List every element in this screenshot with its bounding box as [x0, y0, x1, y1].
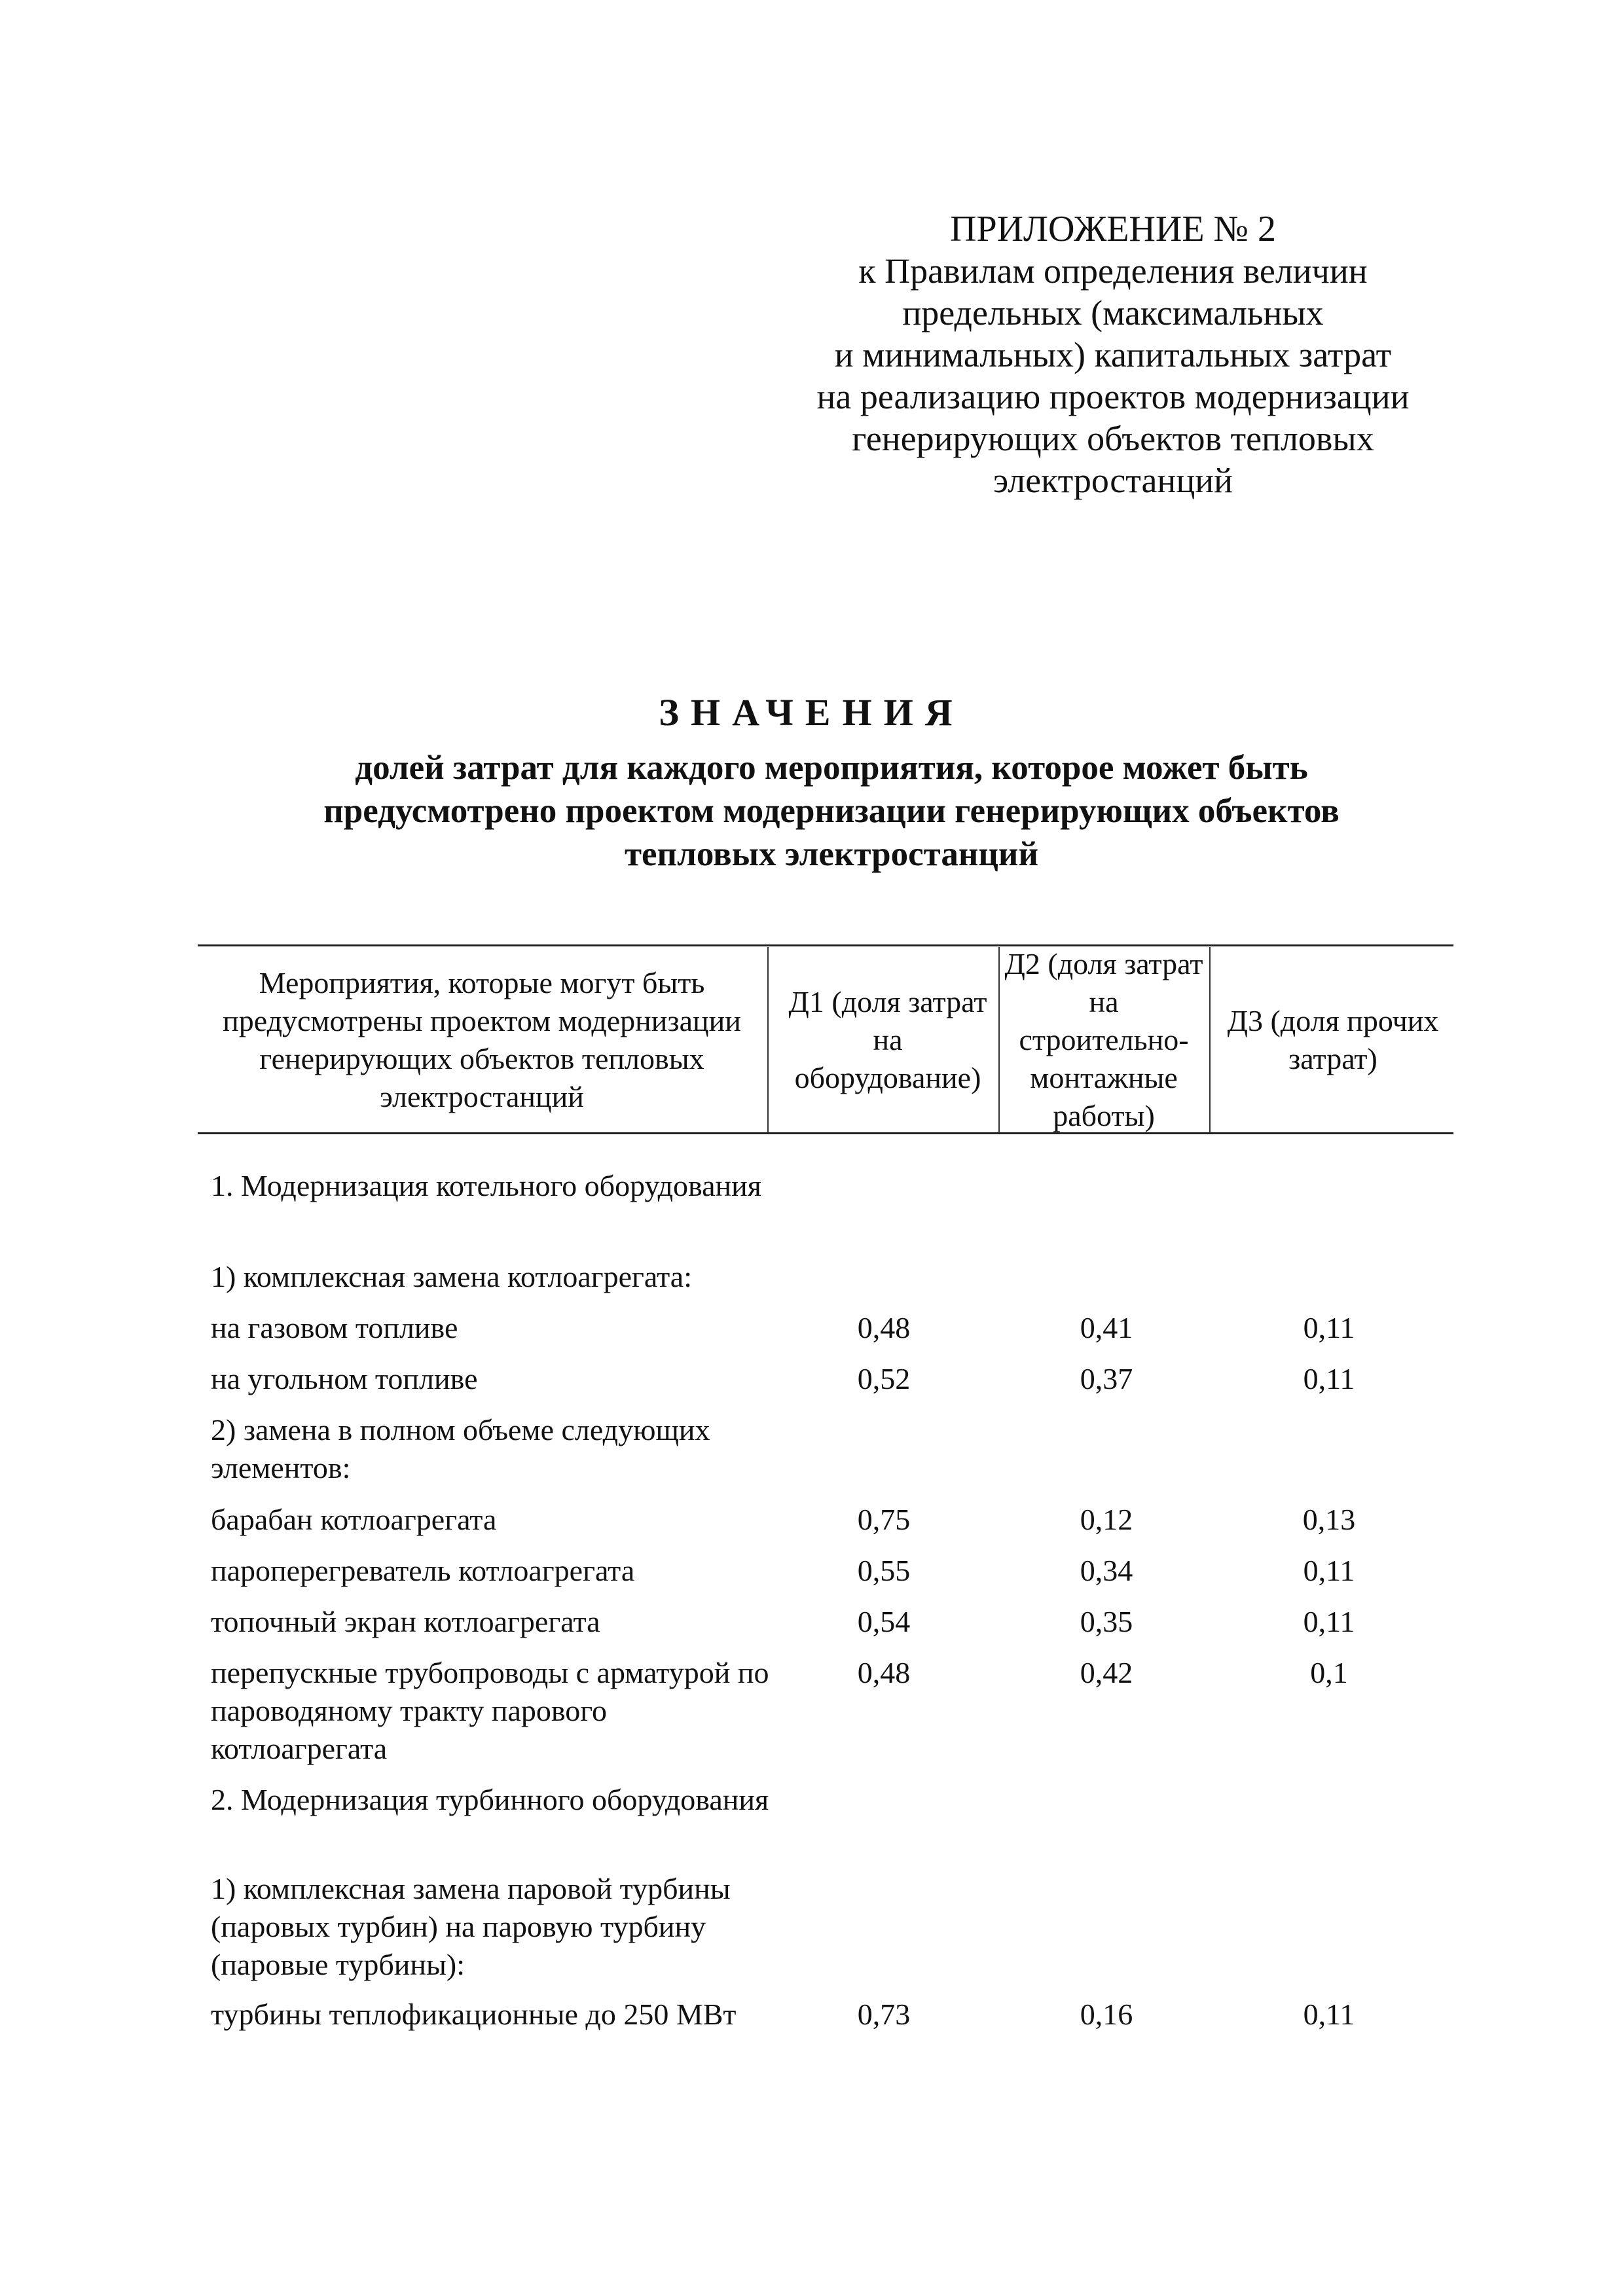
appendix-line: к Правилам определения величин: [858, 251, 1368, 291]
row-label: 1. Модернизация котельного оборудования: [211, 1169, 761, 1202]
cell-d1: 0,75: [857, 1503, 911, 1536]
table-header-cell: [1002, 947, 1206, 1132]
cell-d3: 0,11: [1303, 1605, 1355, 1638]
subtitle-line: предусмотрено проектом модернизации генерирующих объектов: [323, 792, 1340, 830]
appendix-line: на реализацию проектов модернизации: [816, 377, 1410, 416]
cell-d2: 0,42: [1080, 1656, 1133, 1689]
row-label: 1) комплексная замена котлоагрегата:: [211, 1260, 692, 1293]
cell-d2: 0,16: [1080, 1998, 1133, 2031]
row-label: перепускные трубопроводы с арматурой по пароводяному тракту парового котлоагрегата: [211, 1656, 769, 1765]
cell-d3: 0,11: [1303, 1362, 1355, 1395]
row-label: топочный экран котлоагрегата: [211, 1605, 600, 1638]
cell-d2: 0,35: [1080, 1605, 1133, 1638]
table-header-rule: [198, 1132, 1453, 1134]
table-header-cell: [774, 947, 1002, 1132]
cell-d2: 0,41: [1080, 1311, 1133, 1344]
cell-d1: 0,55: [857, 1554, 911, 1587]
cell-d1: 0,52: [857, 1362, 911, 1395]
header-measures: Мероприятия, которые могут быть предусмотрены проектом модернизации генерирующих объектов тепловых электростанций: [223, 965, 741, 1113]
cell-d1: 0,54: [857, 1605, 911, 1638]
cell-d3: 0,11: [1303, 1311, 1355, 1344]
cell-d3: 0,11: [1303, 1998, 1355, 2031]
subtitle-line: тепловых электростанций: [624, 835, 1038, 873]
row-label: барабан котлоагрегата: [211, 1503, 497, 1536]
row-label: 2) замена в полном объеме следующих элементов:: [211, 1413, 710, 1484]
column-divider: [1209, 947, 1211, 1132]
cell-d3: 0,11: [1303, 1554, 1355, 1587]
row-label: на газовом топливе: [211, 1311, 458, 1344]
cell-d1: 0,48: [857, 1311, 911, 1344]
cell-d3: 0,13: [1302, 1503, 1356, 1536]
row-label: 2. Модернизация турбинного оборудования: [211, 1783, 769, 1816]
appendix-line: и минимальных) капитальных затрат: [834, 335, 1392, 374]
header-d1: Д1 (доля затрат на оборудование): [788, 984, 987, 1094]
header-d3: Д3 (доля прочих затрат): [1227, 1003, 1439, 1075]
cell-d2: 0,34: [1080, 1554, 1133, 1587]
appendix-block: [746, 208, 1480, 501]
header-d2: Д2 (доля затрат на строительно-монтажные работы): [1004, 946, 1203, 1132]
column-divider: [767, 947, 769, 1132]
cell-d2: 0,12: [1080, 1503, 1133, 1536]
appendix-line: генерирующих объектов тепловых: [852, 419, 1374, 458]
row-label: на угольном топливе: [211, 1362, 478, 1395]
table-header-cell: [198, 947, 766, 1132]
appendix-line: предельных (максимальных: [902, 293, 1324, 332]
appendix-line: электростанций: [993, 461, 1233, 500]
subtitle-line: долей затрат для каждого мероприятия, которое может быть: [355, 749, 1308, 787]
appendix-heading: ПРИЛОЖЕНИЕ № 2: [950, 209, 1276, 249]
cell-d2: 0,37: [1080, 1362, 1133, 1395]
cell-d1: 0,73: [857, 1998, 911, 2031]
row-label: турбины теплофикационные до 250 МВт: [211, 1998, 737, 2031]
cell-d1: 0,48: [857, 1656, 911, 1689]
document-title: ЗНАЧЕНИЯ: [659, 691, 964, 734]
document-subtitle: [216, 746, 1447, 876]
cell-d3: 0,1: [1310, 1656, 1348, 1689]
row-label: 1) комплексная замена паровой турбины (паровых турбин) на паровую турбину (паровые турбины):: [211, 1872, 731, 1981]
table-top-rule: [198, 944, 1453, 946]
row-label: пароперегреватель котлоагрегата: [211, 1554, 635, 1587]
table-header-cell: [1213, 947, 1453, 1132]
